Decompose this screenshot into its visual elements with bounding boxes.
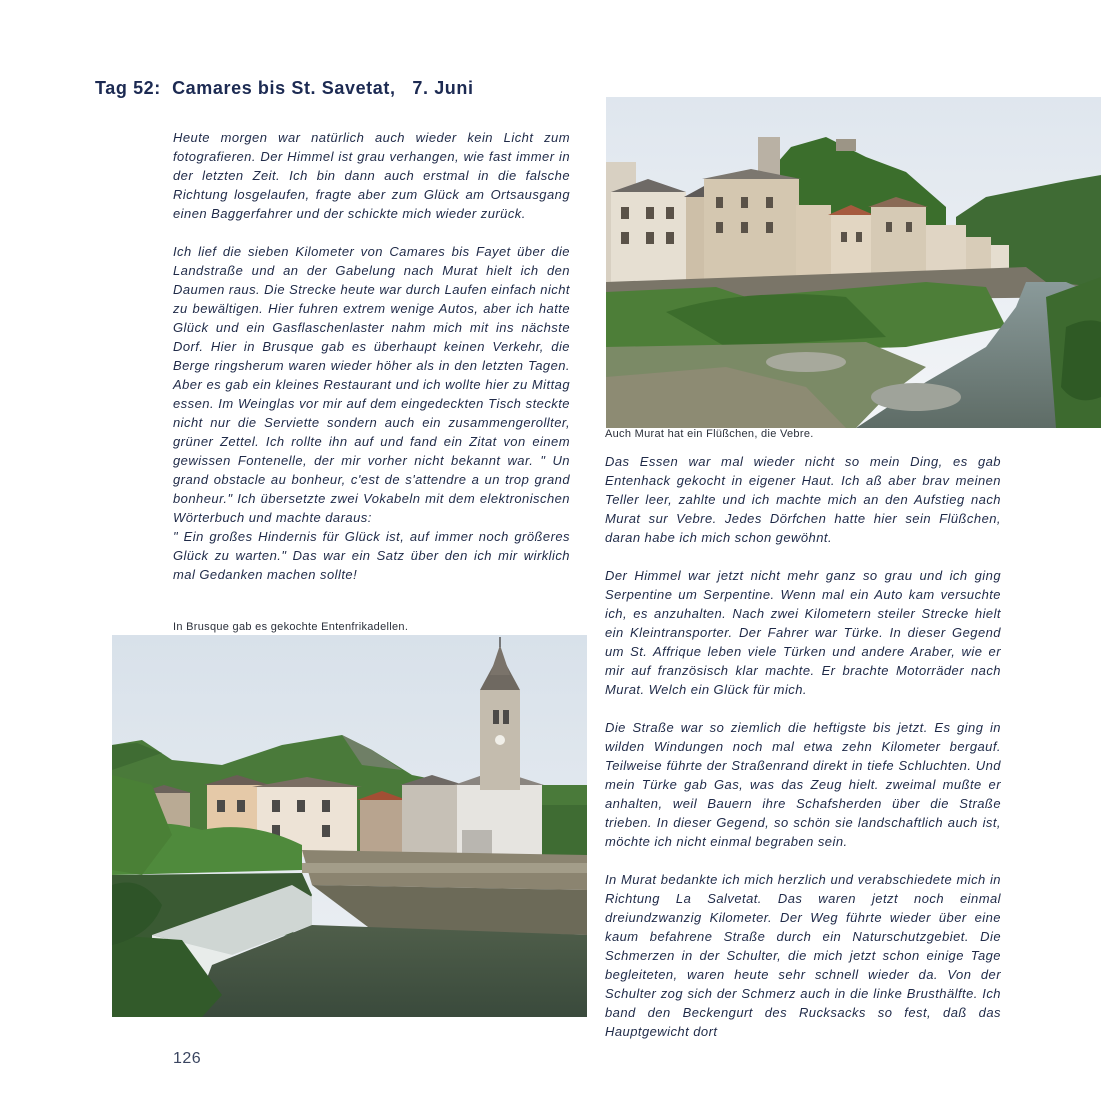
chapter-heading: Tag 52: Camares bis St. Savetat, 7. Juni: [95, 78, 474, 98]
photo-brusque-weir-church: [112, 635, 587, 1017]
paragraph: " Ein großes Hindernis für Glück ist, auf immer noch größeres Glück zu warten." Das war ein Satz über den ich mir wirklich mal Gedanken machen sollte!: [173, 529, 570, 582]
photo-caption: Auch Murat hat ein Flüßchen, die Vebre.: [605, 428, 814, 440]
right-text-column: [605, 452, 1001, 1039]
paragraph: In Murat bedankte ich mich herzlich und verabschiedete mich in Richtung La Salvetat. Das waren jetzt noch einmal dreiundzwanzig Kilometer. Der Weg führte wieder über eine kaum befahrene Straße durch ein Naturschutzgebiet. Die Schmerzen in der Schulter, die mich jetzt schon einige Tage begleiteten, waren heute sehr schnell wieder da. Von der Schulter zog sich der Schmerz auch in die linke Brusthälfte. Ich band den Beckengurt des Rucksacks so fest, daß das Hauptgewicht dort: [605, 872, 1001, 1039]
left-text-column: [173, 128, 570, 584]
paragraph: Der Himmel war jetzt nicht mehr ganz so grau und ich ging Serpentine um Serpentine. Wenn mal ein Auto kam versuchte ich, es anzuhalten. Nach zwei Kilometern steiler Strecke hielt ein Kleintransporter. Der Fahrer war Türke. In dieser Gegend um St. Affrique leben viele Türken und andere Araber, wie er mir auf französisch klar machte. Er brachte Motorräder nach Murat. Welch ein Glück für mich.: [605, 568, 1001, 697]
paragraph: Die Straße war so ziemlich die heftigste bis jetzt. Es ging in wilden Windungen noch mal etwa zehn Kilometer bergauf. Teilweise führte der Straßenrand direkt in tiefe Schluchten. Und mein Türke gab Gas, was das Zeug hielt. zweimal mußte er anhalten, weil Bauern ihre Schafsherden über die Straße trieben. In dieser Gegend, so schön sie landschaftlich auch ist, möchte ich nicht einmal begraben sein.: [605, 720, 1001, 849]
paragraph: Das Essen war mal wieder nicht so mein Ding, es gab Entenhack gekocht in eigener Haut. Ich aß aber brav meinen Teller leer, zahlte und ich machte mich an den Aufstieg nach Murat sur Vebre. Jedes Dörfchen hatte hier sein Flüßchen, daran habe ich mich schon gewöhnt.: [605, 454, 1001, 545]
paragraph: Ich lief die sieben Kilometer von Camares bis Fayet über die Landstraße und an der Gabelung nach Murat hielt ich den Daumen raus. Die Strecke heute war durch Laufen einfach nicht zu bewältigen. Hier fuhren extrem wenige Autos, aber ich hatte Glück und ein Gasflaschenlaster nahm mich mit ins nächste Dorf. Hier in Brusque gab es überhaupt keinen Verkehr, die Berge ringsherum waren wieder höher als in den letzten Tagen. Aber es gab ein kleines Restaurant und ich wollte hier zu Mittag essen. Im Weinglas vor mir auf dem eingedeckten Tisch steckte nicht nur die Serviette sondern auch ein zusammengerollter, grüner Zettel. Ich rollte ihn auf und fand ein Zitat von einem gewissen Fontenelle, der mir vorher nicht bekannt war. " Un grand obstacle au bonheur, c'est de s'attendre a un trop grand bonheur." Ich übersetzte zwei Vokabeln mit dem elektronischen Wörterbuch und machte daraus:: [173, 244, 570, 525]
page-number: 126: [173, 1050, 202, 1067]
paragraph: Heute morgen war natürlich auch wieder kein Licht zum fotografieren. Der Himmel ist grau verhangen, wie fast immer in der letzten Zeit. Ich bin dann auch erstmal in die falsche Richtung losgelaufen, fragte aber zum Glück am Ortsausgang einen Baggerfahrer und der schickte mich wieder zurück.: [173, 130, 570, 221]
photo-murat-river-village: [606, 97, 1101, 428]
photo-caption: In Brusque gab es gekochte Entenfrikadellen.: [173, 621, 409, 633]
